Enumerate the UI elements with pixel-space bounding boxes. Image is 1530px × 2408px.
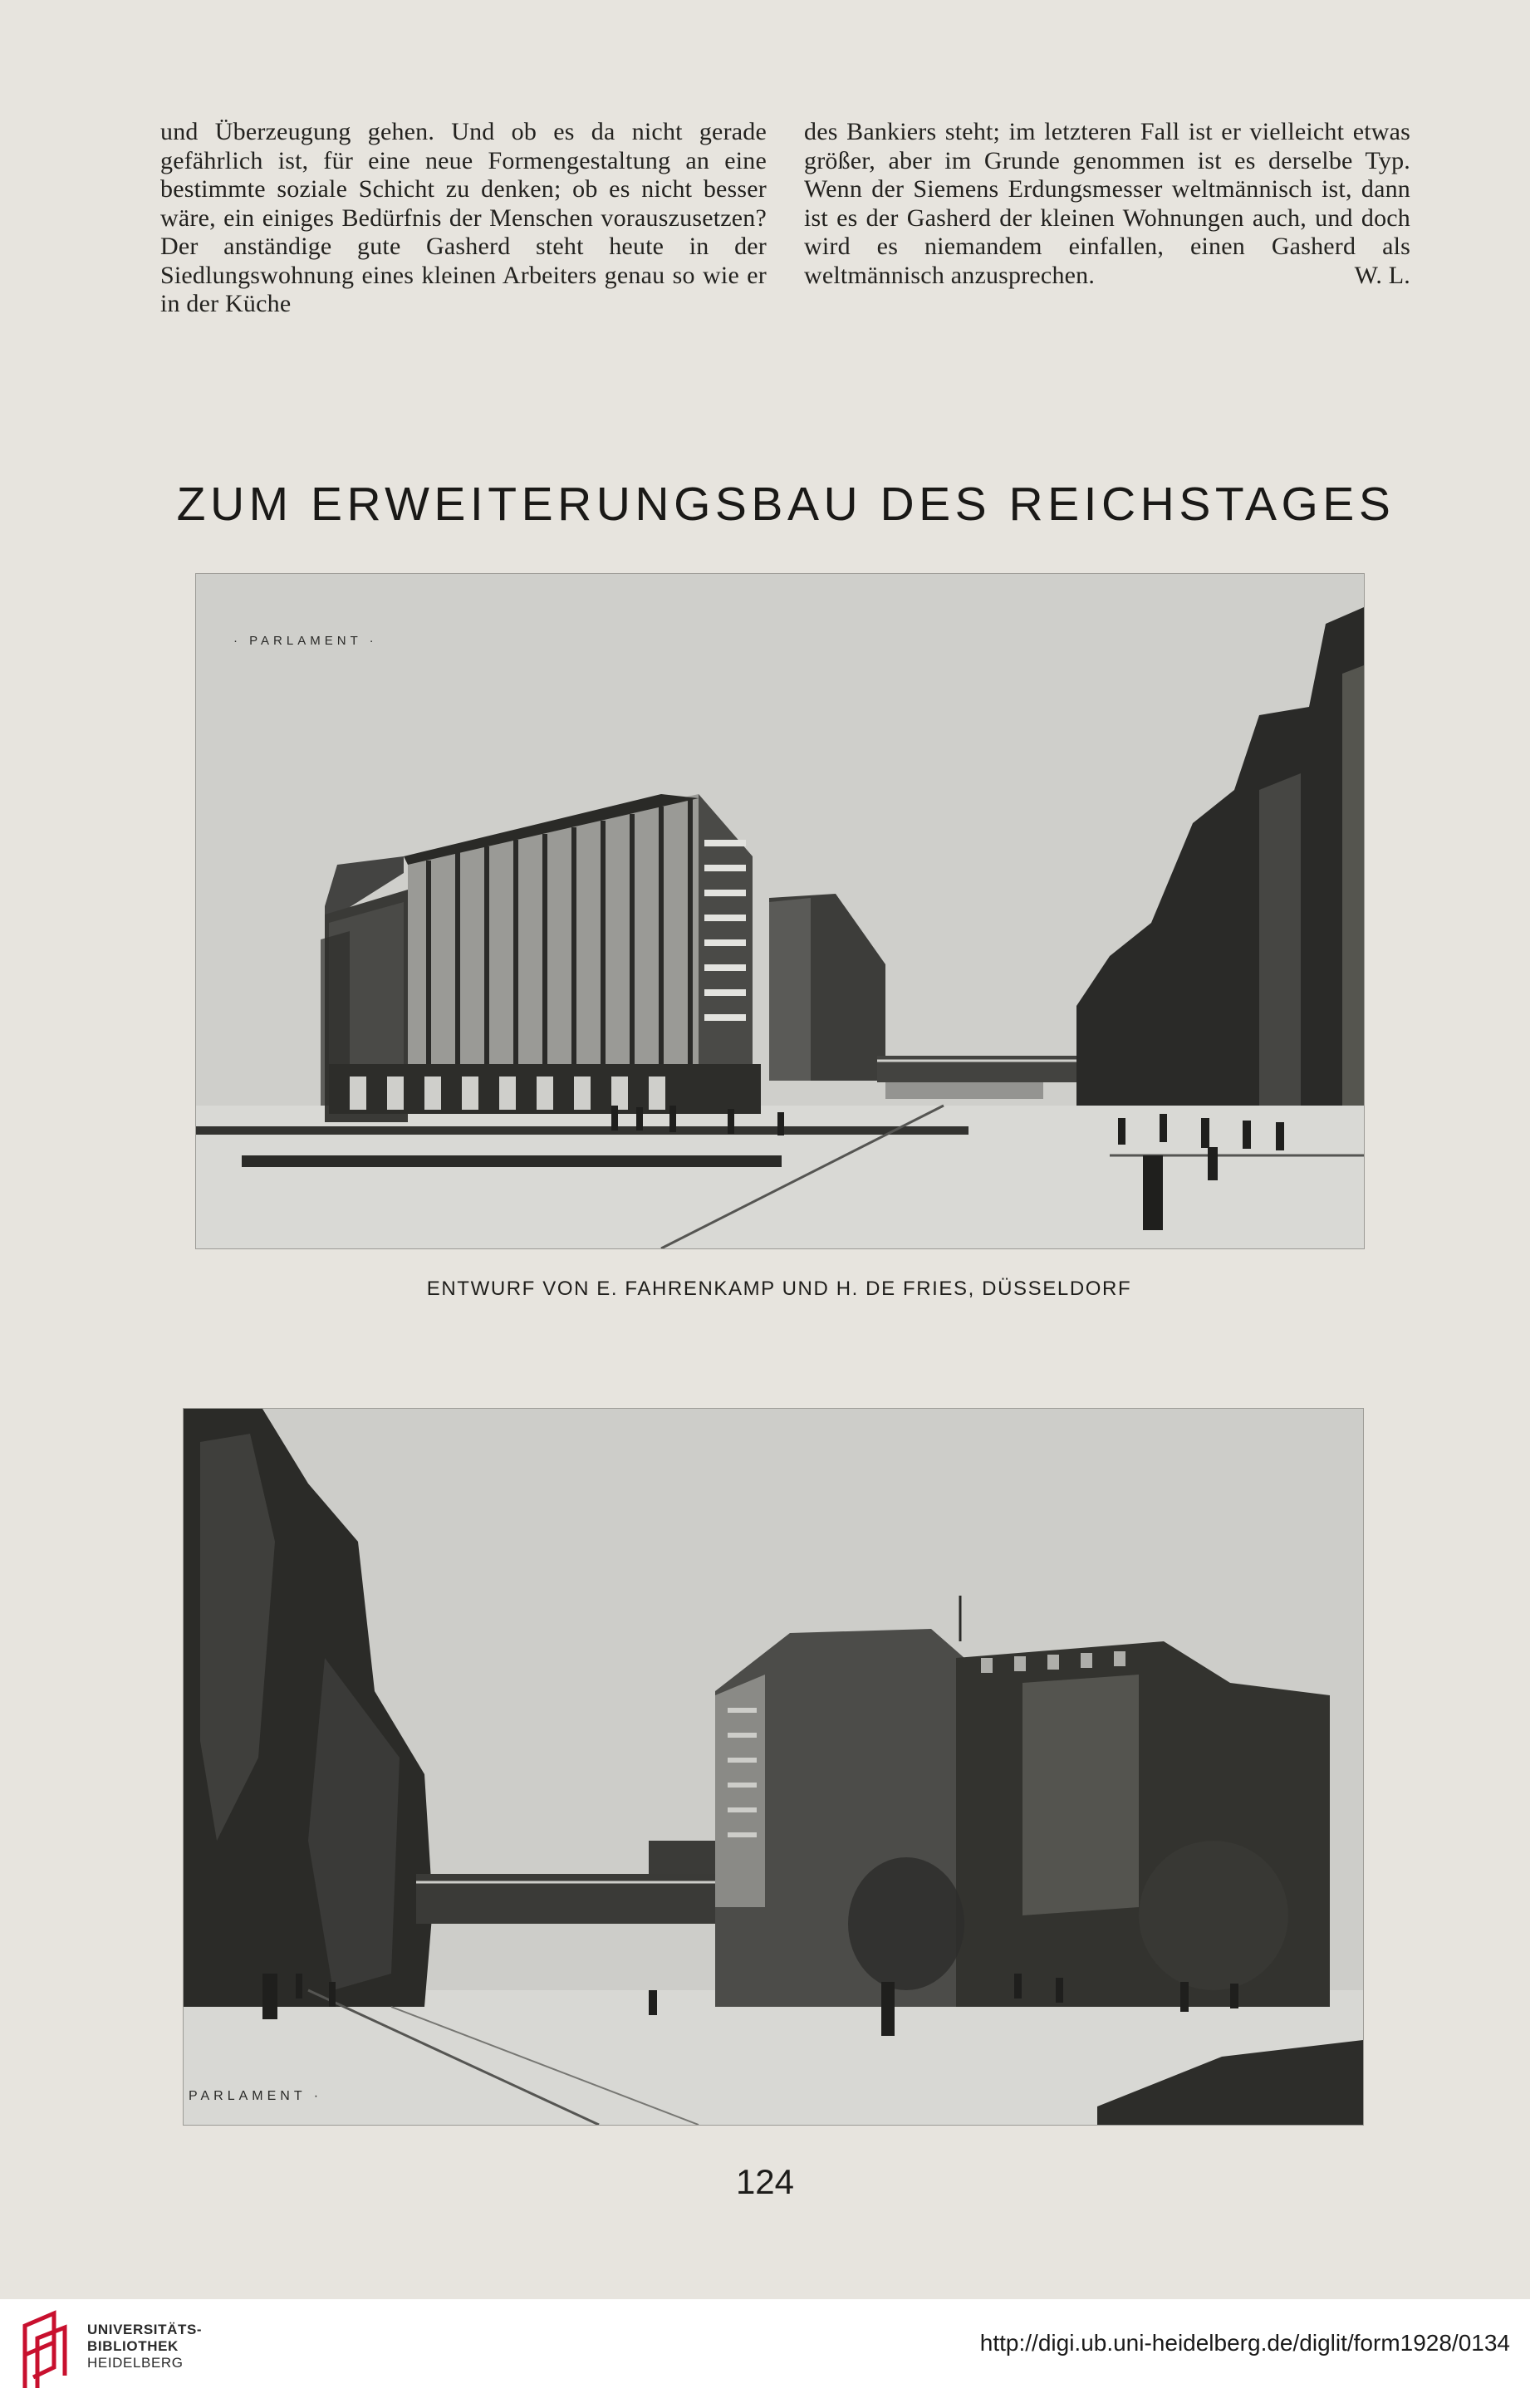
sketch-1 [196,574,1364,1248]
left-column-text: und Überzeugung gehen. Und ob es da nicht gerade gefährlich ist, für eine neue Formengestaltung an eine bestimmte soziale Schicht zu denken; ob es nicht besser wäre, ein einiges Bedürfnis der Menschen vorauszusetzen? Der anständige gute Gasherd steht heute in der Siedlungswohnung eines kleinen Arbeiters genau so wie er in der Küche [160,118,767,317]
figure-1-label: · PARLAMENT · [233,634,378,648]
article-heading: ZUM ERWEITERUNGSBAU DES REICHSTAGES [176,478,1395,532]
library-name-line-2: BIBLIOTHEK [87,2338,179,2354]
library-name-line-1: UNIVERSITÄTS- [87,2322,203,2337]
signature: W. L. [1354,261,1410,289]
text-column-left [160,118,767,319]
right-column-body: des Bankiers steht; im letzteren Fall ist er vielleicht etwas größer, aber im Grunde genommen ist es derselbe Typ. Wenn der Siemens Erdungsmesser weltmännisch ist, dann ist es der Gasherd der kleinen Wohnungen auch, und doch wird es niemandem einfallen, einen Gasherd als weltmännisch anzusprechen. [804,118,1410,289]
right-column-text [804,118,1410,290]
architectural-drawing-2 [183,1408,1364,2126]
library-logo-icon [17,2309,75,2392]
page-number: 124 [735,2162,795,2201]
library-name-line-3: HEIDELBERG [87,2355,184,2371]
figure-caption: ENTWURF VON E. FAHRENKAMP UND H. DE FRIES, DÜSSELDORF [426,1278,1132,1300]
architectural-drawing-1 [195,573,1365,1249]
permalink-url[interactable]: http://digi.ub.uni-heidelberg.de/diglit/form1928/0134 [979,2330,1510,2356]
figure-2-label: PARLAMENT · [189,2089,323,2103]
text-column-right [804,118,1410,290]
sketch-2 [184,1409,1363,2125]
library-name [87,2322,202,2371]
